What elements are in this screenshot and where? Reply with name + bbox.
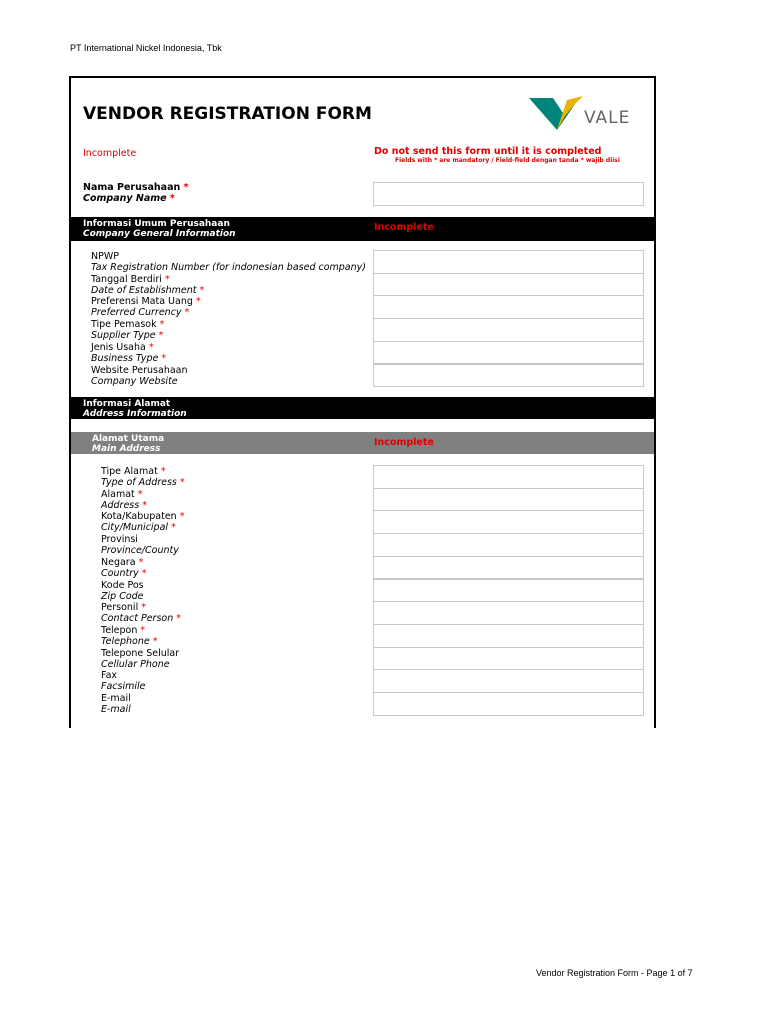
city-municipal-field[interactable]: [373, 510, 644, 534]
e-mail-field[interactable]: [373, 692, 644, 716]
type-of-address-label: [101, 466, 185, 488]
required-mark: *: [141, 602, 146, 614]
city-municipal-label-id: Kota/Kabupaten: [101, 511, 177, 523]
mandatory-note: Fields with * are mandatory / Field-field dengan tanda * wajib diisi: [395, 157, 620, 164]
telephone-field[interactable]: [373, 624, 644, 648]
business-type-label-id: Jenis Usaha: [91, 341, 146, 353]
tax-registration-number-for-indonesian-based-company-label-en: Tax Registration Number (for indonesian based company): [91, 262, 366, 273]
preferred-currency-label-id: Preferensi Mata Uang: [91, 296, 193, 308]
contact-person-label-en: Contact Person: [101, 613, 174, 625]
date-of-establishment-label-en: Date of Establishment: [91, 284, 197, 296]
address-field[interactable]: [373, 488, 644, 512]
business-type-label-en: Business Type: [91, 352, 159, 364]
facsimile-label-id: Fax: [101, 670, 118, 682]
business-type-label: [91, 342, 166, 364]
required-mark: *: [179, 477, 185, 488]
country-label-en: Country: [101, 567, 139, 579]
supplier-type-label: [91, 319, 164, 341]
required-mark: *: [164, 273, 170, 285]
general-info-title-en: Company General Information: [83, 229, 236, 239]
facsimile-label-en: Facsimile: [101, 681, 146, 693]
required-mark: *: [176, 613, 182, 625]
required-mark: *: [137, 488, 143, 500]
required-mark: *: [169, 193, 175, 204]
city-municipal-label: [101, 511, 184, 533]
province-county-label: [101, 534, 179, 556]
form-status: Incomplete: [83, 148, 137, 159]
address-label-en: Address: [101, 499, 140, 511]
general-info-status: Incomplete: [374, 222, 434, 233]
zip-code-label-en: Zip Code: [101, 590, 144, 602]
country-label-id: Negara: [101, 556, 136, 568]
cellular-phone-field[interactable]: [373, 647, 644, 671]
required-mark: *: [159, 319, 165, 331]
e-mail-label-en: E-mail: [101, 704, 131, 715]
province-county-label-en: Province/County: [101, 545, 179, 557]
page-footer: Vendor Registration Form - Page 1 of 7: [536, 968, 693, 978]
supplier-type-field[interactable]: [373, 318, 644, 342]
province-county-field[interactable]: [373, 533, 644, 557]
required-mark: *: [138, 556, 144, 568]
type-of-address-label-id: Tipe Alamat: [101, 466, 158, 477]
address-info-title-id: Informasi Alamat: [83, 399, 171, 409]
address-info-title-en: Address Information: [83, 409, 187, 419]
company-name-label-en: Company Name: [83, 193, 167, 204]
tax-registration-number-for-indonesian-based-company-label-id: NPWP: [91, 251, 119, 262]
country-label: [101, 557, 147, 579]
required-mark: *: [171, 522, 176, 534]
company-website-label-id: Website Perusahaan: [91, 364, 188, 376]
required-mark: *: [142, 499, 147, 511]
company-header: PT International Nickel Indonesia, Tbk: [70, 43, 222, 53]
tax-registration-number-for-indonesian-based-company-field[interactable]: [373, 250, 644, 274]
type-of-address-field[interactable]: [373, 465, 644, 489]
contact-person-field[interactable]: [373, 601, 644, 625]
supplier-type-label-en: Supplier Type: [91, 330, 156, 342]
company-name-label: [83, 182, 189, 204]
preferred-currency-label-en: Preferred Currency: [91, 307, 182, 319]
date-of-establishment-label: [91, 274, 204, 296]
province-county-label-id: Provinsi: [101, 534, 138, 546]
send-warning: Do not send this form until it is completed: [374, 146, 602, 157]
cellular-phone-label: [101, 648, 179, 670]
e-mail-label-id: E-mail: [101, 693, 131, 704]
required-mark: *: [152, 635, 158, 647]
company-website-label: [91, 365, 188, 387]
type-of-address-label-en: Type of Address: [101, 477, 177, 488]
telephone-label: [101, 625, 157, 647]
main-address-header: [71, 432, 654, 454]
country-field[interactable]: [373, 556, 644, 580]
business-type-field[interactable]: [373, 341, 644, 365]
facsimile-label: [101, 670, 145, 692]
company-website-label-en: Company Website: [91, 375, 178, 387]
required-mark: *: [184, 307, 190, 319]
zip-code-field[interactable]: [373, 579, 644, 603]
required-mark: *: [161, 352, 167, 364]
facsimile-field[interactable]: [373, 669, 644, 693]
required-mark: *: [195, 296, 201, 308]
general-info-title-id: Informasi Umum Perusahaan: [83, 219, 230, 229]
zip-code-label: [101, 580, 144, 602]
vale-logo-text: VALE: [584, 108, 631, 128]
required-mark: *: [148, 341, 154, 353]
telephone-label-en: Telephone: [101, 635, 150, 647]
address-label-id: Alamat: [101, 488, 135, 500]
vendor-registration-form: [69, 76, 656, 728]
address-info-header: [71, 397, 654, 419]
required-mark: *: [140, 624, 146, 636]
zip-code-label-id: Kode Pos: [101, 579, 144, 591]
preferred-currency-label: [91, 296, 201, 318]
cellular-phone-label-id: Telepone Selular: [101, 647, 180, 659]
city-municipal-label-en: City/Municipal: [101, 522, 169, 534]
required-mark: *: [158, 330, 164, 342]
general-info-header: [71, 217, 654, 241]
main-address-title-id: Alamat Utama: [92, 434, 165, 444]
company-website-field[interactable]: [373, 364, 644, 388]
preferred-currency-field[interactable]: [373, 295, 644, 319]
required-mark: *: [199, 284, 205, 296]
contact-person-label-id: Personil: [101, 602, 139, 614]
form-title: VENDOR REGISTRATION FORM: [83, 104, 372, 124]
cellular-phone-label-en: Cellular Phone: [101, 658, 170, 670]
e-mail-label: [101, 693, 131, 715]
required-mark: *: [183, 182, 189, 193]
telephone-label-id: Telepon: [101, 624, 138, 636]
contact-person-label: [101, 602, 181, 624]
required-mark: *: [179, 511, 185, 523]
main-address-status: Incomplete: [374, 437, 434, 448]
supplier-type-label-id: Tipe Pemasok: [91, 319, 157, 331]
date-of-establishment-field[interactable]: [373, 273, 644, 297]
company-name-field[interactable]: [373, 182, 644, 206]
address-label: [101, 489, 147, 511]
main-address-title-en: Main Address: [92, 444, 161, 454]
required-mark: *: [141, 567, 147, 579]
tax-registration-number-for-indonesian-based-company-label: [91, 251, 366, 273]
company-name-label-id: Nama Perusahaan: [83, 182, 181, 193]
required-mark: *: [160, 466, 166, 477]
date-of-establishment-label-id: Tanggal Berdiri: [91, 273, 162, 285]
